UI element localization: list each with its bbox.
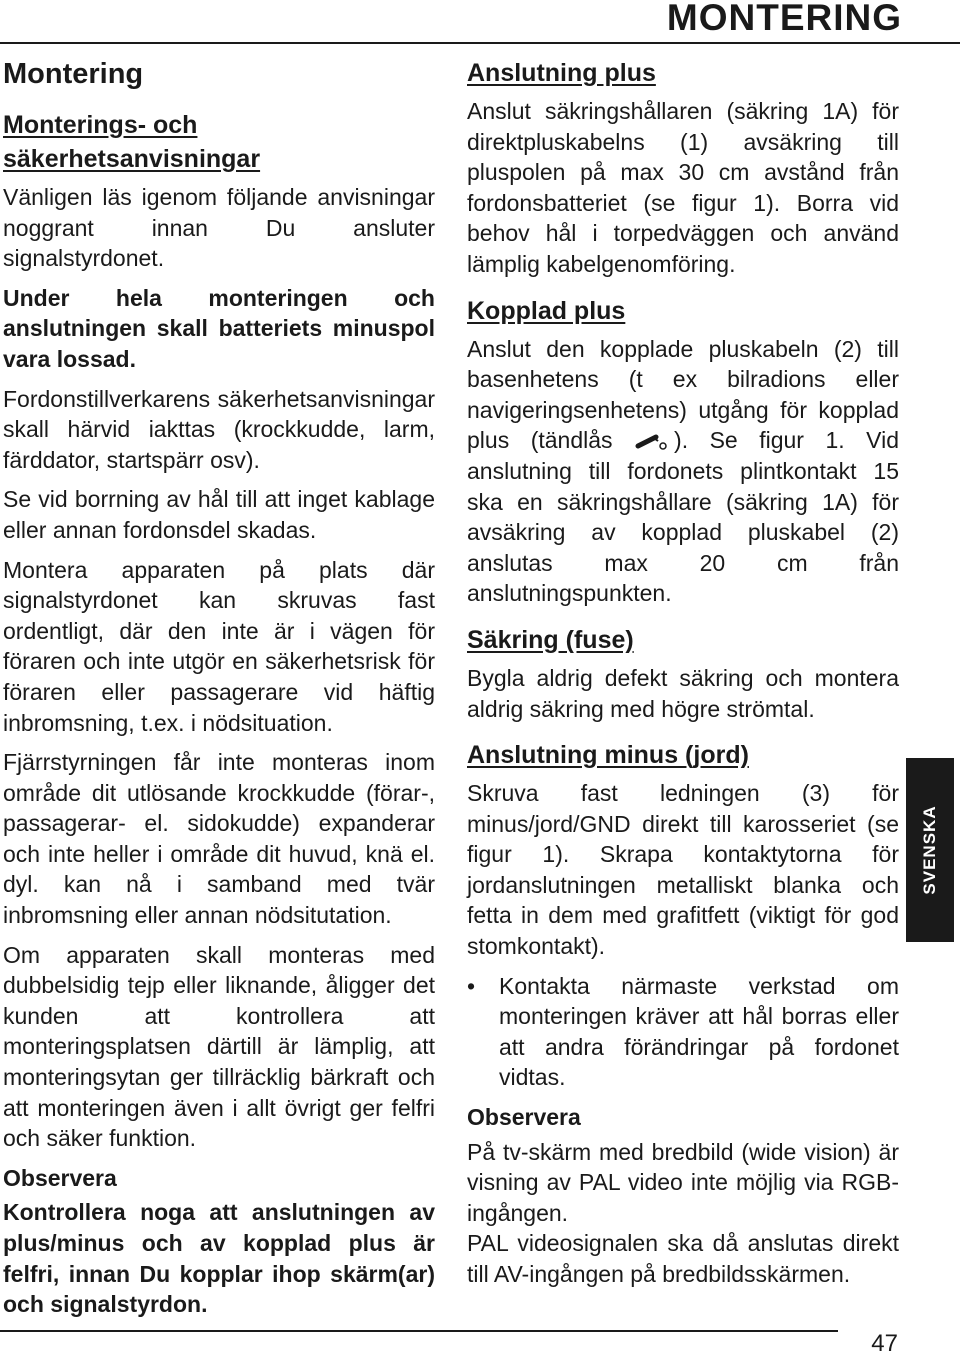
bullet-symbol: •	[467, 972, 476, 999]
section-heading-safety: Monterings- och säkerhetsanvisningar	[3, 111, 261, 173]
section-heading-anslutning-plus: Anslutning plus	[467, 59, 656, 87]
language-tab-label: SVENSKA	[920, 805, 939, 895]
paragraph-mounting-location: Montera apparaten på plats där signalstyrdonet kan skruvas fast ordentligt, där den inte är i vägen för föraren och inte utgör en säkerhetsrisk för föraren eller passagerare vid häftig inbromsning, t.ex. i nödsituation.	[3, 556, 435, 736]
section-heading-kopplad-plus: Kopplad plus	[467, 296, 626, 325]
paragraph-remote-airbag: Fjärrstyrningen får inte monteras inom område dit utlösande krockkudde (förar-, passagerar- el. sidokudde) expanderar och inte heller i område dit huvud, knä el. dyl. kan nå i samband med tvär inbromsning eller annan nödsitutation.	[3, 749, 435, 929]
language-tab	[906, 758, 954, 942]
note-heading-left: Observera	[3, 1164, 117, 1191]
paragraph-sakring: Bygla aldrig defekt säkring och montera aldrig säkring med högre strömtal.	[467, 664, 899, 722]
note-text-widescreen: På tv-skärm med bredbild (wide vision) är visning av PAL video inte möjlig via RGB-ingången.	[467, 1138, 899, 1226]
note-text-left: Kontrollera noga att anslutningen av plus/minus och av kopplad plus är felfri, innan Du kopplar ihop skärm(ar) och signalstyrdon.	[3, 1199, 435, 1318]
paragraph-drilling: Se vid borrning av hål till att inget kablage eller annan fordonsdel skadas.	[3, 486, 435, 543]
section-heading-anslutning-minus: Anslutning minus (jord)	[467, 741, 749, 770]
left-column	[3, 56, 435, 1329]
note-text-pal: PAL videosignalen ska då anslutas direkt till AV-ingången på bredbildsskärmen.	[467, 1230, 899, 1287]
note-heading-right: Observera	[467, 1104, 581, 1131]
paragraph-tape-mounting: Om apparaten skall monteras med dubbelsidig tejp eller liknande, åligger det kunden att kontrollera att monteringsplatsen därtill är lämplig, att monteringsytan ger tillräcklig bärkraft och att monteringen även i allt övrigt ger felfri och säker funktion.	[3, 941, 435, 1152]
ignition-key-icon	[634, 428, 674, 448]
paragraph-read-instructions: Vänligen läs igenom följande anvisningar noggrant innan Du ansluter signalstyrdonet.	[3, 184, 435, 272]
right-column	[467, 56, 899, 1299]
page-number: 47	[871, 1330, 898, 1357]
kopplad-text-before: Anslut den kopplade pluskabeln (2) till basenhetens (t ex bilradions eller navigeringsenhetens) utgång för kopplad plus (tändlås	[467, 335, 899, 454]
bullet-item	[467, 971, 899, 1093]
paragraph-manufacturer-instructions: Fordonstillverkarens säkerhetsanvisningar skall härvid iakttas (krockkudde, larm, färddator, startspärr osv).	[3, 385, 435, 473]
paragraph-kopplad-plus	[467, 334, 899, 609]
footer-rule	[0, 1330, 838, 1332]
bullet-text: Kontakta närmaste verkstad om monteringen kräver att hål borras eller att andra förändringar på fordonet vidtas.	[499, 972, 899, 1091]
kopplad-text-after: ). Se figur 1. Vid anslutning till fordonets plintkontakt 15 ska en säkringshållare (säkring 1A) för avsäkring av kopplad pluskabel (2) anslutas max 20 cm från anslutningspunkten.	[467, 427, 899, 607]
header-rule	[0, 42, 960, 44]
paragraph-anslutning-minus: Skruva fast ledningen (3) för minus/jord/GND direkt till karosseriet (se figur 1). Skrapa kontaktytorna för jordanslutningen metalliskt blanka och fetta in dem med grafitfett (viktigt för god stomkontakt).	[467, 780, 899, 960]
paragraph-battery-warning: Under hela monteringen och anslutningen skall batteriets minuspol vara lossad.	[3, 284, 435, 372]
section-heading-sakring: Säkring (fuse)	[467, 625, 634, 654]
page-header-title: MONTERING	[666, 0, 902, 38]
paragraph-anslutning-plus: Anslut säkringshållaren (säkring 1A) för direktpluskabelns (1) avsäkring till pluspolen på max 30 cm avstånd från fordonsbatteriet (se figur 1). Borra vid behov hål i torpedväggen och använd lämplig kabelgenomföring.	[467, 98, 899, 277]
page-title: Montering	[3, 58, 144, 90]
